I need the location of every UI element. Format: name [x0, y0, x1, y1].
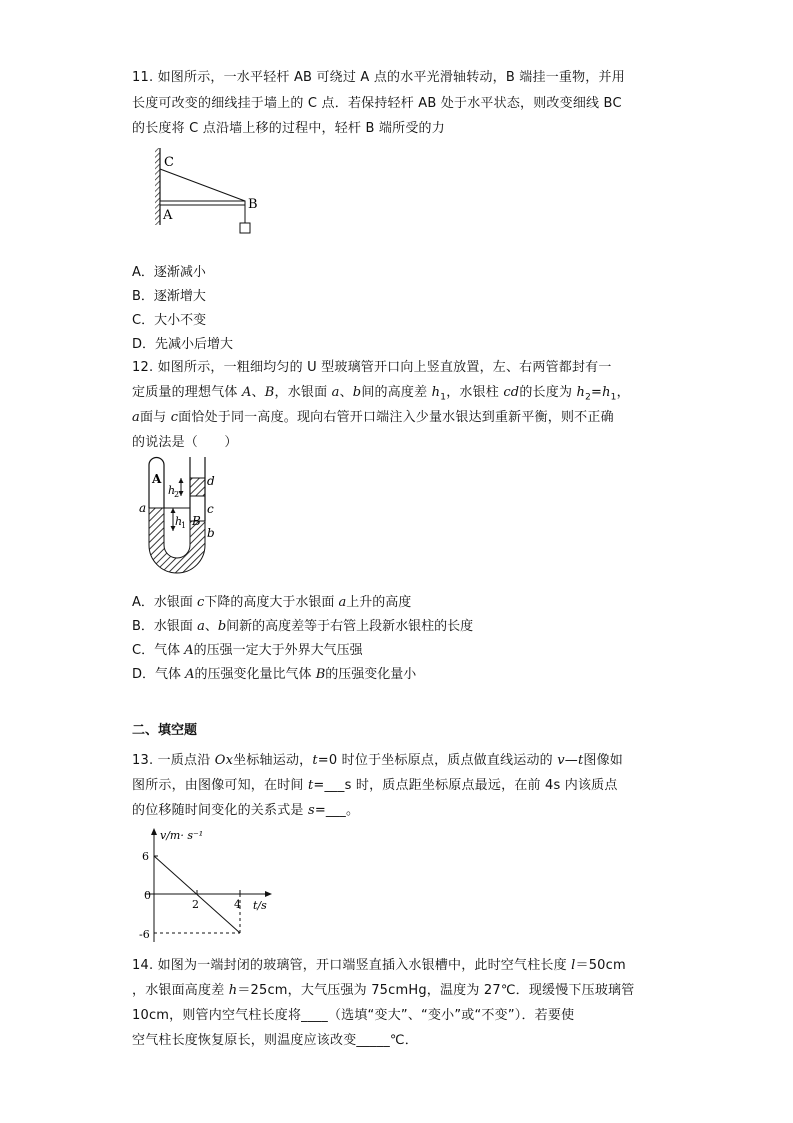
tick-label-y6: 6 [142, 850, 149, 863]
q11-line-2: 长度可改变的细线挂于墙上的 C 点．若保持轻杆 AB 处于水平状态，则改变细线 BC [132, 96, 622, 111]
q12-figure-u-tube [137, 455, 217, 580]
q14-line-4: 空气柱长度恢复原长，则温度应该改变_____℃． [132, 1033, 418, 1048]
label-h2: h [168, 484, 176, 497]
label-h1-sub: 1 [181, 521, 187, 530]
x-axis-arrow [265, 891, 272, 897]
h2-arrowhead-up [179, 478, 184, 483]
q12-option-a: A．水银面 c下降的高度大于水银面 a上升的高度 [132, 595, 412, 610]
q12-option-d: D．气体 A的压强变化量比气体 B的压强变化量小 [132, 667, 417, 682]
wall-hatching [155, 148, 160, 225]
q11-option-d: D．先减小后增大 [132, 337, 234, 352]
label-gas-b: B [192, 514, 201, 528]
q14-line-2: ，水银面高度差 h＝25cm，大气压强为 75cmHg，温度为 27℃．现缓慢下压玻璃管 [132, 983, 635, 998]
h2-arrowhead-down [179, 491, 184, 496]
q12-line-3: a面与 c面恰处于同一高度。现向右管开口端注入少量水银达到重新平衡，则不正确 [132, 410, 614, 425]
weight-block [240, 223, 250, 233]
q13-line-2: 图所示，由图像可知，在时间 t=___s 时，质点距坐标原点最远，在前 4s 内该质点 [132, 778, 618, 793]
q11-line-1: 11. 如图所示，一水平轻杆 AB 可绕过 A 点的水平光滑轴转动，B 端挂一重物，并用 [132, 70, 625, 85]
label-h1: h [175, 515, 183, 528]
q11-option-a: A．逐渐减小 [132, 265, 206, 280]
label-d: d [207, 474, 215, 488]
tick-label-x2: 2 [192, 898, 199, 911]
tick-label-x4: 4 [234, 898, 241, 911]
q11-option-b: B．逐渐增大 [132, 289, 206, 304]
q11-line-3: 的长度将 C 点沿墙上移的过程中，轻杆 B 端所受的力 [132, 121, 445, 136]
tick-label-yn6: -6 [139, 928, 150, 941]
q14-line-1: 14. 如图为一端封闭的玻璃管，开口端竖直插入水银槽中，此时空气柱长度 l＝50cm [132, 958, 626, 973]
q12-line-1: 12. 如图所示，一粗细均匀的 U 型玻璃管开口向上竖直放置，左、右两管都封有一 [132, 360, 612, 375]
label-gas-a: A [152, 472, 162, 486]
q12-option-b: B．水银面 a、b间新的高度差等于右管上段新水银柱的长度 [132, 619, 474, 634]
string-bc [160, 169, 245, 201]
rod-ab [160, 201, 245, 205]
mercury-column-cd [190, 478, 205, 496]
tick-label-y0: 0 [144, 889, 151, 902]
section-title-fill-in: 二、填空题 [132, 723, 198, 738]
label-c: C [164, 155, 174, 170]
y-axis-arrow [151, 828, 157, 835]
label-b: b [207, 526, 215, 540]
q13-line-1: 13. 一质点沿 Ox坐标轴运动，t=0 时位于坐标原点，质点做直线运动的 v—t图像如 [132, 753, 624, 768]
q12-option-c: C．气体 A的压强一定大于外界大气压强 [132, 643, 363, 658]
label-b: B [248, 197, 258, 212]
x-axis-label: t/s [253, 899, 267, 912]
q11-figure-rod-wall [150, 145, 270, 240]
q12-line-2: 定质量的理想气体 A、B，水银面 a、b间的高度差 $h_1$，水银柱 cd的长度为 $h_2=h_1$， [132, 385, 630, 403]
q14-line-3: 10cm，则管内空气柱长度将____（选填“变大”、“变小”或“不变”）．若要使 [132, 1008, 575, 1023]
q11-option-c: C．大小不变 [132, 313, 207, 328]
label-a: A [163, 208, 173, 223]
q12-line-4: 的说法是（ ） [132, 435, 238, 450]
h1-arrowhead-up [171, 508, 176, 513]
label-c: c [207, 502, 214, 516]
q13-figure-vt-graph [138, 826, 278, 946]
q13-line-3: 的位移随时间变化的关系式是 s=___。 [132, 803, 360, 818]
label-a: a [139, 501, 147, 515]
label-h2-sub: 2 [174, 490, 180, 499]
y-axis-label: v/m· s⁻¹ [160, 829, 204, 842]
